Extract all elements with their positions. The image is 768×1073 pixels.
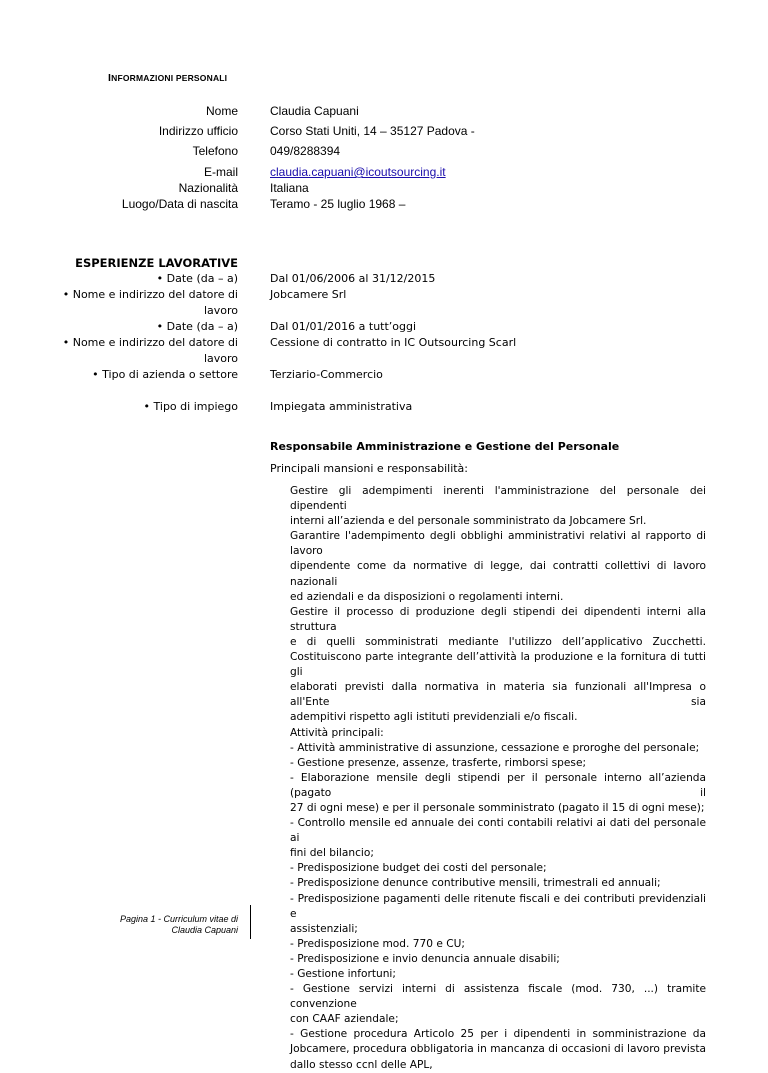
duty-line: - Gestione presenze, assenze, trasferte, rimborsi spese; [290,756,587,769]
duty-line: Gestire il processo di produzione degli stipendi dei dipendenti interni alla struttura [290,605,706,633]
employer-label-2: • Nome e indirizzo del datore di [62,336,238,349]
birth-label: Luogo/Data di nascita [121,197,238,211]
role-title: Responsabile Amministrazione e Gestione del Personale [270,440,620,453]
section-title-work-experience: ESPERIENZE LAVORATIVE [75,256,238,270]
duty-line: - Predisposizione mod. 770 e CU; [290,937,465,950]
name-label: Nome [205,104,238,118]
email-label: E-mail [203,165,238,179]
section-title-personal-info: INFORMAZIONI PERSONALI [108,72,228,84]
duty-line: - Controllo mensile ed annuale dei conti contabili relativi ai dati del personale ai [290,817,706,845]
job-type-label: • Tipo di impiego [143,400,238,413]
duty-line: - Predisposizione budget dei costi del personale; [290,862,547,875]
duty-line: 27 di ogni mese) e per il personale somministrato (pagato il 15 di ogni mese); [290,801,705,814]
duty-line: Garantire l'adempimento degli obblighi amministrativi relativi al rapporto di lavoro [290,530,706,558]
name-value: Claudia Capuani [270,104,359,118]
duty-line: - Predisposizione pagamenti delle ritenute fiscali e dei contributi previdenziali e [290,892,706,920]
footer-line-2: Claudia Capuani [171,925,238,935]
duty-line: interni all’azienda e del personale somministrato da Jobcamere Srl. [290,515,647,528]
date-value-1: Dal 01/06/2006 al 31/12/2015 [270,272,436,285]
duty-line: Attività principali: [290,726,384,739]
page-footer [120,914,238,936]
nationality-label: Nazionalità [178,181,238,195]
duty-line: - Elaborazione mensile degli stipendi per il personale interno all’azienda (pagato il [290,771,706,799]
duty-line: Gestire gli adempimenti inerenti l'amministrazione del personale dei dipendenti [290,485,706,513]
duties-text [290,484,706,1073]
employer-value-1: Jobcamere Srl [270,288,347,301]
duty-line: dipendente come da normative di legge, dai contratti collettivi di lavoro nazionali [290,560,706,588]
duty-line: - Gestione procedura Articolo 25 per i dipendenti in somministrazione da [290,1028,706,1041]
duties-intro: Principali mansioni e responsabilità: [270,462,469,475]
phone-value: 049/8288394 [270,144,341,158]
duty-line: e di quelli somministrati mediante l'utilizzo dell’applicativo Zucchetti. [290,635,706,648]
duty-line: assistenziali; [290,922,358,935]
duty-line: dallo stesso ccnl delle APL, [290,1058,433,1071]
duty-line: - Predisposizione e invio denuncia annuale disabili; [290,952,560,965]
employer-label-2-cont: lavoro [203,352,238,365]
duty-line: - Attività amministrative di assunzione, cessazione e proroghe del personale; [290,741,700,754]
office-address-label: Indirizzo ufficio [158,124,238,138]
nationality-value: Italiana [270,181,309,195]
employer-label-1: • Nome e indirizzo del datore di [62,288,238,301]
birth-value: Teramo - 25 luglio 1968 – [270,197,406,211]
employer-value-2: Cessione di contratto in IC Outsourcing Scarl [270,336,517,349]
job-type-value: Impiegata amministrativa [270,400,413,413]
duty-line: - Gestione infortuni; [290,968,396,980]
duty-line: fini del bilancio; [290,847,374,860]
sector-label: • Tipo di azienda o settore [92,368,238,381]
date-value-2: Dal 01/01/2016 a tutt’oggi [270,320,417,333]
duty-line: con CAAF aziendale; [290,1013,399,1026]
phone-label: Telefono [192,144,238,158]
duty-line: adempitivi rispetto agli istituti previdenziali e/o fiscali. [290,711,578,724]
duty-line: elaborati previsti dalla normativa in materia sia funzionali all'Impresa o all'Ente sia [290,681,706,709]
duty-line: Costituiscono parte integrante dell’attività la produzione e la fornitura di tutti gli [290,651,706,679]
employer-label-1-cont: lavoro [203,304,238,317]
duty-line: Jobcamere, procedura obbligatoria in mancanza di occasioni di lavoro prevista [290,1043,706,1056]
date-label-2: • Date (da – a) [156,320,238,333]
email-link[interactable]: claudia.capuani@icoutsourcing.it [270,165,446,179]
sector-value: Terziario-Commercio [270,368,383,381]
footer-line-1: Pagina 1 - Curriculum vitae di [119,914,238,924]
duty-line: - Predisposizione denunce contributive mensili, trimestrali ed annuali; [290,877,661,890]
office-address-value: Corso Stati Uniti, 14 – 35127 Padova - [270,124,475,138]
duty-line: - Gestione servizi interni di assistenza fiscale (mod. 730, ...) tramite convenzione [290,983,706,1011]
date-label-1: • Date (da – a) [156,272,238,285]
footer-divider [250,905,251,939]
duty-line: ed aziendali e da disposizioni o regolamenti interni. [290,590,564,603]
